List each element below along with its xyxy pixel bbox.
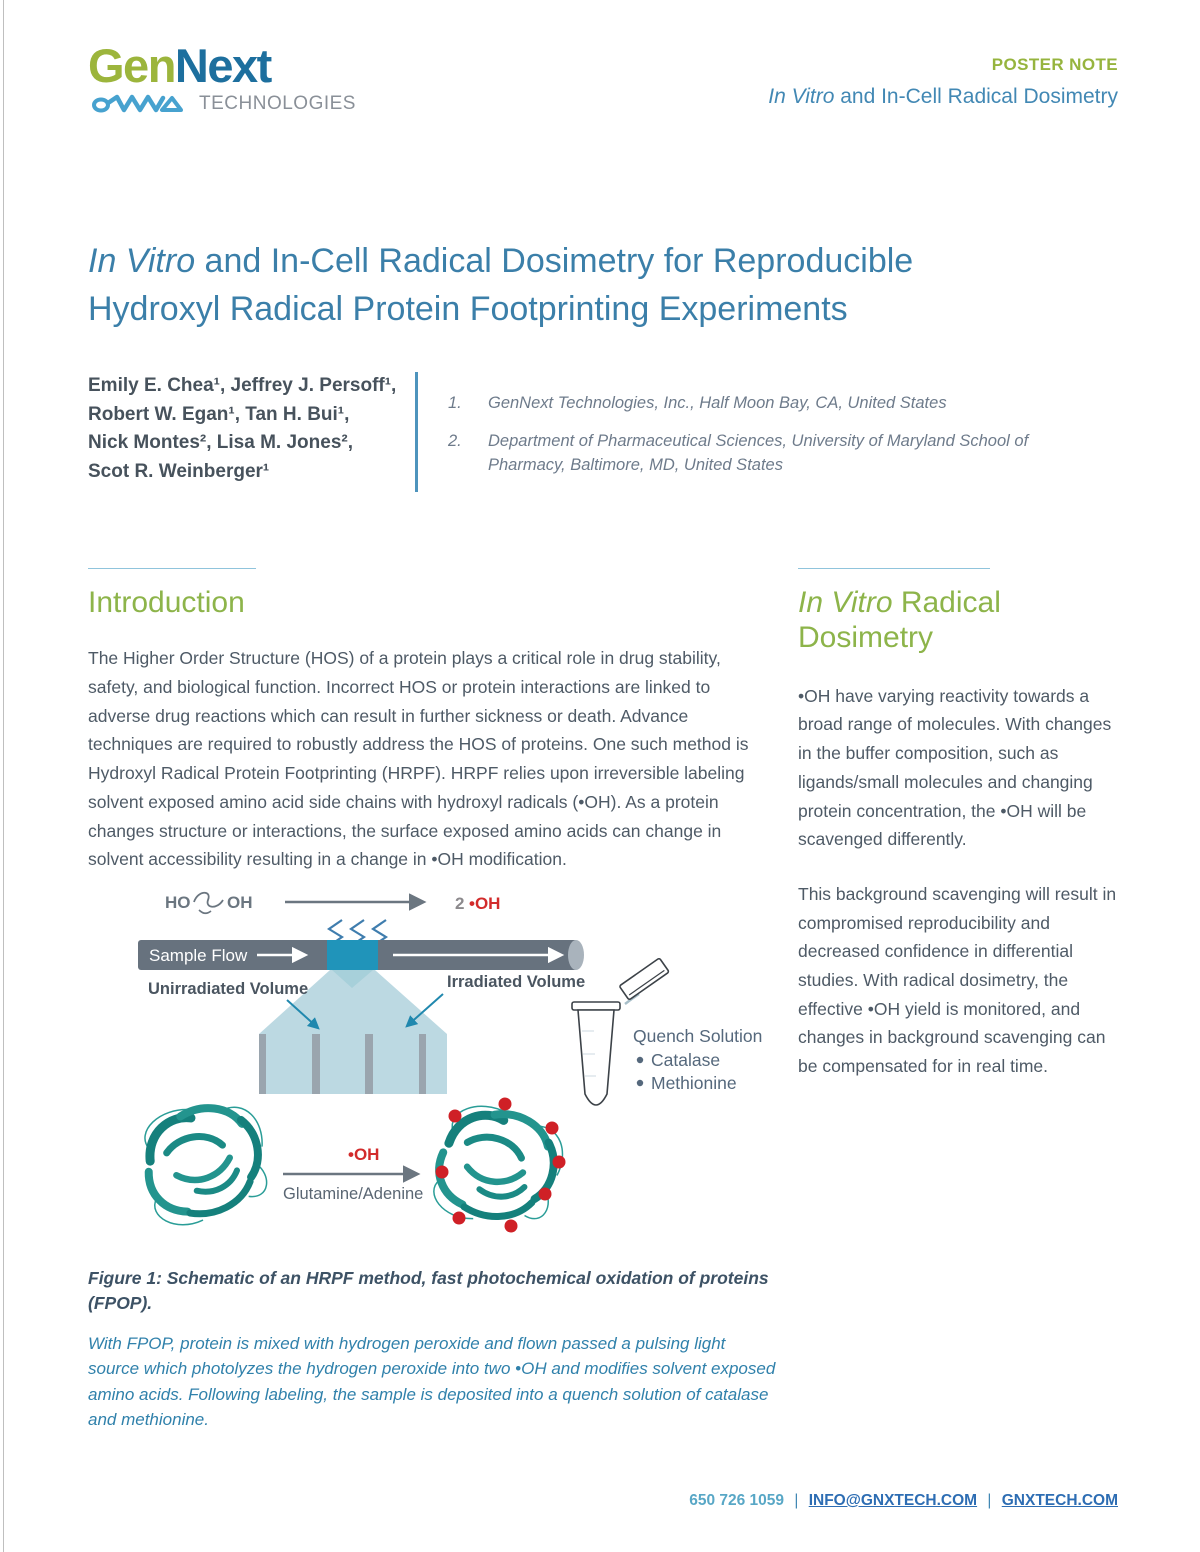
header-subtitle <box>768 85 1118 109</box>
footer-separator: | <box>987 1492 992 1509</box>
modified-protein-icon <box>430 1098 569 1233</box>
in-vitro-heading-italic: In Vitro <box>798 586 893 619</box>
website-link[interactable]: GNXTECH.COM <box>1001 1492 1118 1509</box>
scavenger-label: Glutamine/Adenine <box>283 1185 424 1203</box>
figure-1-caption <box>88 1266 778 1433</box>
wave-squiggle-icon <box>92 91 194 117</box>
figure-caption-body: With FPOP, protein is mixed with hydrogen peroxide and flown passed a pulsing light source which photolyzes the hydrogen peroxide into two •OH and modifies solvent exposed amino acids. Following labeling, the sample is deposited into a quench solution of catalase and methionine. <box>88 1333 776 1430</box>
affiliation-item <box>448 392 1108 416</box>
email-link[interactable]: INFO@GNXTECH.COM <box>808 1492 978 1509</box>
quench-item-methionine: Methionine <box>651 1073 737 1093</box>
author-line: Emily E. Chea¹, Jeffrey J. Persoff¹, <box>88 375 397 396</box>
title-line2: Hydroxyl Radical Protein Footprinting Experiments <box>88 289 848 328</box>
in-vitro-paragraph-2: This background scavenging will result in compromised reproducibility and decreased confidence in differential studies. With radical dosimetry, the effective •OH yield is monitored, and changes in background scavenging can be compensated for in real time. <box>798 883 1117 1077</box>
logo-technologies-label: TECHNOLOGIES <box>199 93 356 114</box>
in-vitro-dosimetry-section <box>798 568 1120 1081</box>
page-footer <box>689 1492 1118 1510</box>
figure-caption-title: Figure 1: Schematic of an HRPF method, fast photochemical oxidation of proteins (FPOP). <box>88 1268 769 1314</box>
affiliation-number: 2. <box>448 431 462 450</box>
affiliation-number: 1. <box>448 394 462 412</box>
logo-wordmark <box>88 39 356 92</box>
laser-window <box>327 940 378 970</box>
quench-solution-title: Quench Solution <box>633 1026 763 1046</box>
unirradiated-volume-label: Unirradiated Volume <box>148 980 309 998</box>
sample-flow-tube <box>138 940 584 970</box>
quench-item-catalase: Catalase <box>651 1050 721 1070</box>
h2o2-ho-label: HO <box>165 893 191 912</box>
footer-separator: | <box>794 1492 799 1509</box>
introduction-section <box>88 568 763 874</box>
sample-flow-label: Sample Flow <box>149 946 248 965</box>
quench-solution-legend <box>633 1026 762 1093</box>
hydroxyl-radical-product: •OH <box>469 894 501 913</box>
introduction-body: The Higher Order Structure (HOS) of a protein plays a critical role in drug stability, safety, and biological function. Incorrect HOS or protein interactions are linked to adverse drug reactions which can result in further sickness or death. Advance techniques are required to robustly address the HOS of proteins. One such method is Hydroxyl Radical Protein Footprinting (HRPF). HRPF relies upon irreversible labeling solvent exposed amino acid side chains with hydroxyl radicals (•OH). As a protein changes structure or interactions, the surface exposed amino acids can change in solvent accessibility resulting in a change in •OH modification. <box>88 648 749 870</box>
section-rule <box>88 568 256 569</box>
bullet-icon <box>637 1057 643 1063</box>
affiliation-text: Department of Pharmaceutical Sciences, University of Maryland School of Pharmacy, Baltimore, MD, United States <box>488 431 1029 474</box>
page-title <box>88 238 1088 333</box>
author-line: Nick Montes², Lisa M. Jones², <box>88 432 353 453</box>
radical-label: •OH <box>348 1145 380 1164</box>
logo-gen: Gen <box>88 39 175 92</box>
logo-next: Next <box>174 39 271 92</box>
author-line: Scot R. Weinberger¹ <box>88 460 270 482</box>
title-italic: In Vitro <box>88 242 196 280</box>
affiliation-item <box>448 430 1108 478</box>
in-vitro-heading <box>798 585 1120 656</box>
bullet-icon <box>637 1080 643 1086</box>
gennext-logo <box>88 39 356 117</box>
author-list <box>88 372 415 492</box>
phone-number: 650 726 1059 <box>689 1492 785 1509</box>
header-subtitle-rest: and In-Cell Radical Dosimetry <box>834 85 1118 108</box>
poster-note-label: POSTER NOTE <box>991 55 1118 74</box>
vertical-divider <box>415 372 418 492</box>
in-vitro-paragraph-1: •OH have varying reactivity towards a broad range of molecules. With changes in the buffer composition, such as ligands/small molecules and changing protein concentration, the •OH will be scavenged differently. <box>798 685 1112 850</box>
title-line1-rest: and In-Cell Radical Dosimetry for Reproducible <box>195 242 914 280</box>
introduction-heading: Introduction <box>88 586 245 619</box>
author-line: Robert W. Egan¹, Tan H. Bui¹, <box>88 403 350 425</box>
in-vitro-heading-rest: Radical Dosimetry <box>798 586 1001 655</box>
product-coefficient: 2 <box>455 894 465 913</box>
figure-1-schematic <box>135 876 780 1271</box>
section-rule <box>798 568 990 569</box>
h2o2-oh-label: OH <box>227 893 253 912</box>
peroxide-bond-squiggle <box>194 893 223 907</box>
unmodified-protein-icon <box>135 1092 278 1232</box>
affiliation-list <box>448 372 1108 492</box>
author-block <box>88 372 1108 492</box>
irradiated-volume-label: Irradiated Volume <box>447 973 586 991</box>
header-right <box>768 55 1118 109</box>
affiliation-text: GenNext Technologies, Inc., Half Moon Bay, CA, United States <box>488 394 947 412</box>
header-subtitle-italic: In Vitro <box>768 85 835 108</box>
